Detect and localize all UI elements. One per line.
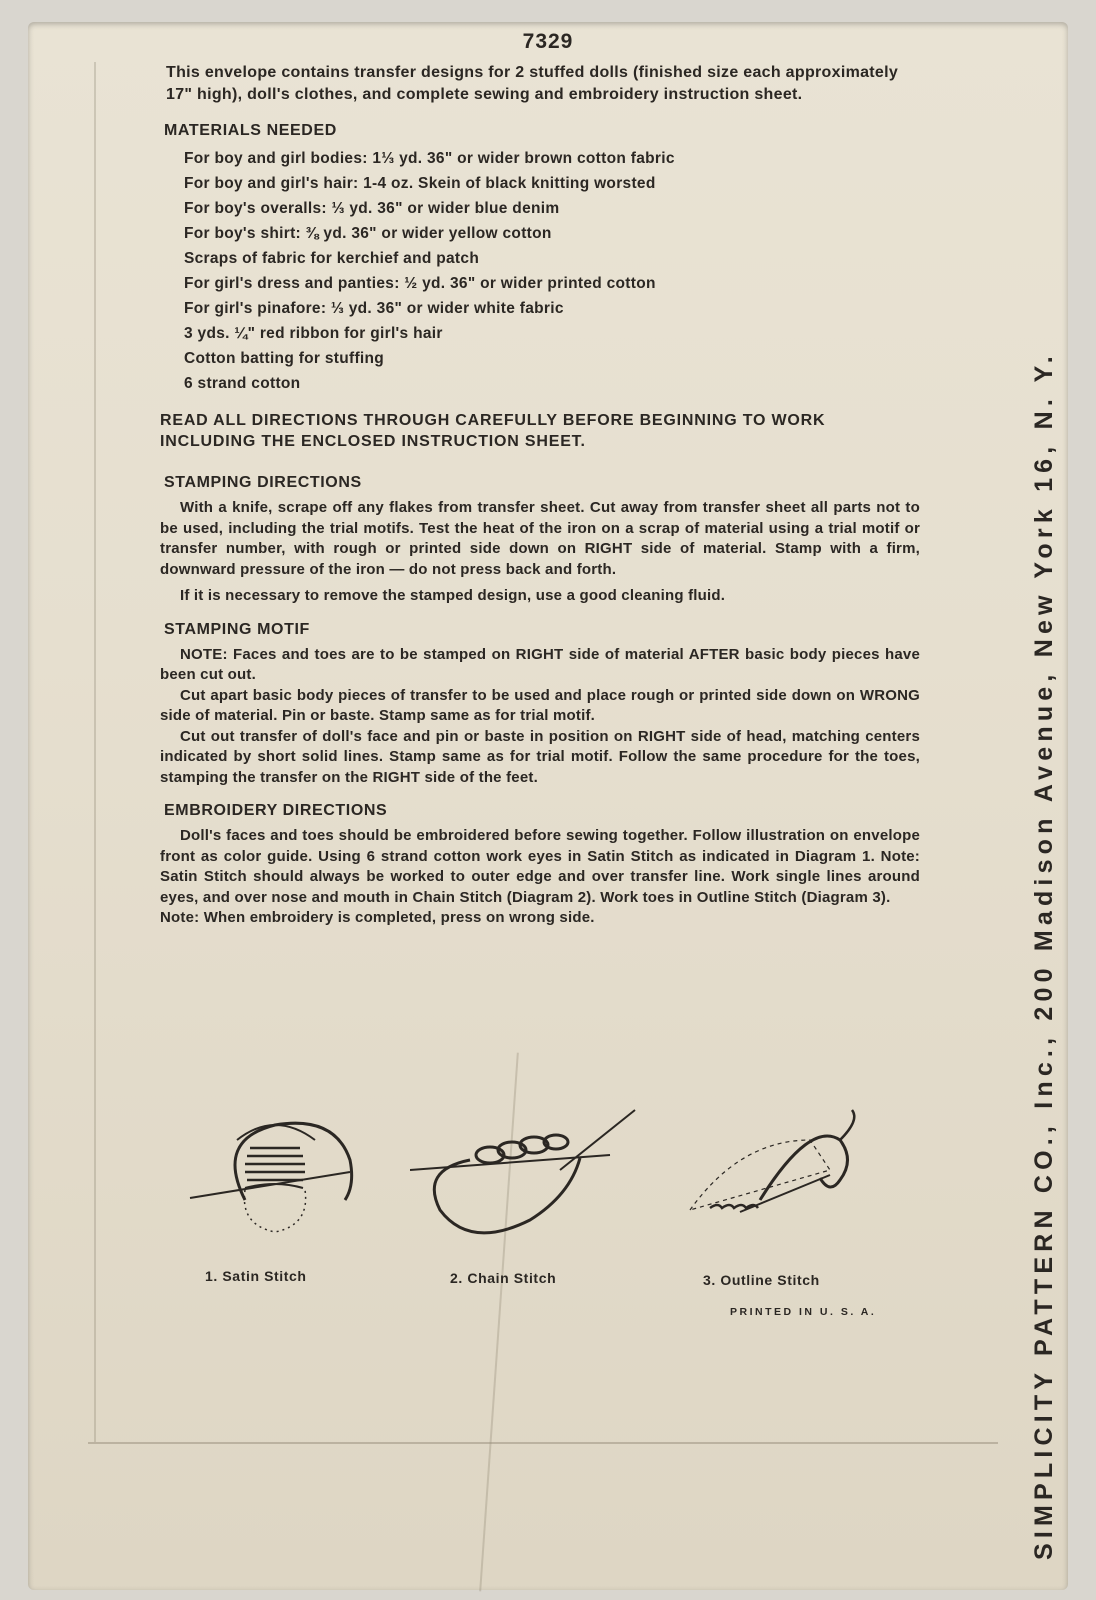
stamping-directions-paragraph: If it is necessary to remove the stamped design, use a good cleaning fluid. [180,587,726,604]
stamping-motif-paragraph: Cut out transfer of doll's face and pin or baste in position on RIGHT side of head, matching centers indicated by short solid lines. Stamp same as for trial motif. Follow the same procedure for the toes, stamping the transfer on the RIGHT side of the feet. [160,727,920,786]
diagram-label: 3. Outline Stitch [703,1272,820,1288]
diagram-label: 1. Satin Stitch [205,1268,307,1284]
list-item: 3 yds. ¼" red ribbon for girl's hair [184,325,443,342]
materials-heading: MATERIALS NEEDED [164,122,337,139]
list-item: For girl's dress and panties: ½ yd. 36" or wider printed cotton [184,275,656,292]
stamping-directions-section [160,474,920,607]
stamping-motif-heading: STAMPING MOTIF [164,620,310,638]
list-item: Scraps of fabric for kerchief and patch [184,250,480,267]
intro-text: This envelope contains transfer designs for 2 stuffed dolls (finished size each approximately 17" high), doll's clothes, and complete sewing and embroidery instruction sheet. [166,64,899,103]
stitch-diagrams [185,1100,905,1300]
stamping-directions-heading: STAMPING DIRECTIONS [164,474,362,491]
stamping-directions-paragraph: With a knife, scrape off any flakes from transfer sheet. Cut away from transfer sheet all parts not to be used, including the trial motifs. Test the heat of the iron on a scrap of material using a trial motif or transfer number, with rough or printed side down on RIGHT side of material. Stamp with a firm, downward pressure of the iron — do not press back and forth. [160,499,920,578]
list-item: For boy and girl's hair: 1-4 oz. Skein of black knitting worsted [184,175,656,192]
chain-stitch-diagram [410,1100,610,1290]
outline-stitch-illustration [680,1100,870,1250]
stamping-motif-paragraph: NOTE: Faces and toes are to be stamped on RIGHT side of material AFTER basic body pieces have been cut out. [160,645,920,683]
embroidery-directions-paragraph: Doll's faces and toes should be embroidered before sewing together. Follow illustration on envelope front as color guide. Using 6 strand cotton work eyes in Satin Stitch as indicated in Diagram 1. Note: Satin Stitch should always be worked to outer edge and over transfer line. Work single lines around eyes, and over nose and mouth in Chain Stitch (Diagram 2). Work toes in Outline Stitch (Diagram 3). [160,827,920,906]
embroidery-directions-heading: EMBROIDERY DIRECTIONS [164,802,388,819]
outline-stitch-diagram [680,1100,880,1290]
pattern-number: 7329 [522,30,574,53]
list-item: Cotton batting for stuffing [184,350,385,367]
list-item: For girl's pinafore: ⅓ yd. 36" or wider white fabric [184,300,564,317]
diagram-label: 2. Chain Stitch [450,1270,557,1286]
bottom-fold-line [88,1442,998,1444]
instructions-text [160,62,920,943]
stamping-motif-paragraph: Cut apart basic body pieces of transfer to be used and place rough or printed side down on WRONG side of material. Pin or baste. Stamp same as for trial motif. [160,686,920,724]
printed-in-usa: PRINTED IN U. S. A. [730,1306,877,1318]
list-item: 6 strand cotton [184,375,301,392]
embroidery-directions-section [160,802,920,929]
list-item: For boy's overalls: ⅓ yd. 36" or wider blue denim [184,200,560,217]
read-all-notice: READ ALL DIRECTIONS THROUGH CAREFULLY BEFORE BEGINNING TO WORK INCLUDING THE ENCLOSED INSTRUCTION SHEET. [160,412,826,450]
chain-stitch-illustration [410,1100,650,1250]
materials-list [184,146,920,396]
embroidery-directions-paragraph: Note: When embroidery is completed, press on wrong side. [160,909,595,926]
satin-stitch-diagram [185,1100,385,1290]
list-item: For boy's shirt: ⅜ yd. 36" or wider yellow cotton [184,225,552,242]
flap-fold-line [94,62,96,1442]
satin-stitch-illustration [185,1100,385,1250]
publisher-address: SIMPLICITY PATTERN CO., Inc., 200 Madison Avenue, New York 16, N. Y. [1030,351,1058,1560]
stamping-motif-section [160,621,920,789]
list-item: For boy and girl bodies: 1⅓ yd. 36" or wider brown cotton fabric [184,150,675,167]
